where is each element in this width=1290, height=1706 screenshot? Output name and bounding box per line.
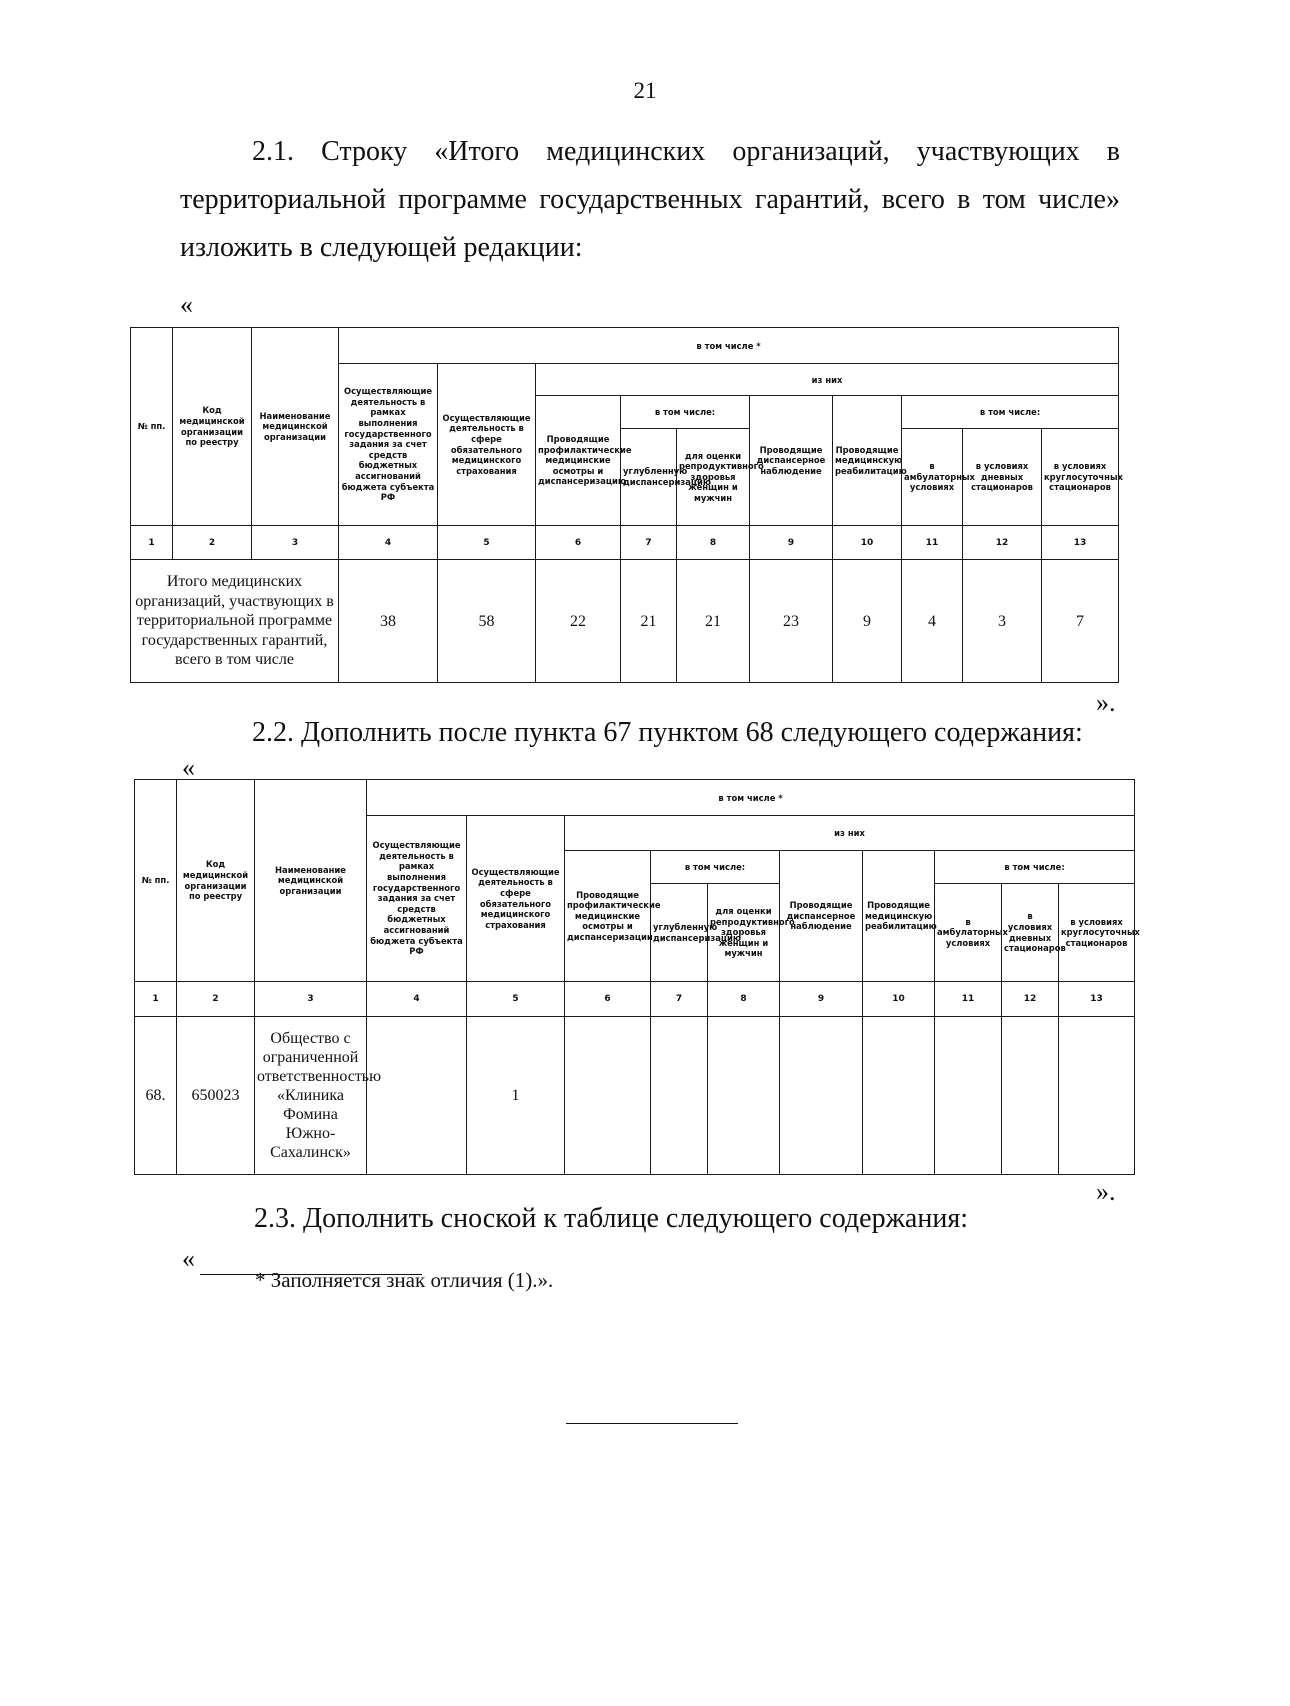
- total-cell: 7: [1042, 560, 1119, 683]
- header-col-6: Проводящие профилактические медицинские осмотры и диспансеризации: [565, 851, 651, 982]
- total-cell: 3: [963, 560, 1042, 683]
- close-quote-2: ».: [1096, 1177, 1116, 1206]
- col-number: 8: [708, 982, 780, 1017]
- col-number: 3: [255, 982, 367, 1017]
- open-quote-1: «: [180, 290, 193, 319]
- header-col-8: для оценки репродуктивного здоровья женщин и мужчин: [677, 429, 750, 526]
- open-quote-3: «: [182, 1244, 195, 1273]
- col-number: 4: [339, 526, 438, 560]
- total-row-label: Итого медицинских организаций, участвующих в территориальной программе государственных гарантий, всего в том числе: [131, 560, 339, 683]
- header-col-3: Наименование медицинской организации: [252, 328, 339, 526]
- col-number: 9: [750, 526, 833, 560]
- header-col-11: в амбулаторных условиях: [935, 884, 1002, 982]
- col-number: 13: [1042, 526, 1119, 560]
- total-cell: 9: [833, 560, 902, 683]
- col-number: 5: [438, 526, 536, 560]
- col-number: 6: [536, 526, 621, 560]
- header-col-1: № пп.: [131, 328, 173, 526]
- row-cell-8: [708, 1017, 780, 1175]
- header-col-12: в условиях дневных стационаров: [963, 429, 1042, 526]
- header-including-a: в том числе:: [651, 851, 780, 884]
- header-col-5: Осуществляющие деятельность в сфере обязательного медицинского страхования: [438, 364, 536, 526]
- col-number: 4: [367, 982, 467, 1017]
- close-quote-1: ».: [1096, 688, 1116, 717]
- row-code: 650023: [177, 1017, 255, 1175]
- header-in-that-number: в том числе *: [339, 328, 1119, 364]
- col-number: 2: [177, 982, 255, 1017]
- header-col-8: для оценки репродуктивного здоровья женщин и мужчин: [708, 884, 780, 982]
- col-number: 10: [863, 982, 935, 1017]
- col-number: 2: [173, 526, 252, 560]
- open-quote-2: «: [182, 753, 195, 782]
- section-2-1-text: 2.1. Строку «Итого медицинских организаций, участвующих в территориальной программе государственных гарантий, всего в том числе» изложить в следующей редакции:: [180, 136, 1120, 263]
- header-col-7: углубленную диспансеризацию: [621, 429, 677, 526]
- total-cell: 22: [536, 560, 621, 683]
- row-cell-5: 1: [467, 1017, 565, 1175]
- col-number: 6: [565, 982, 651, 1017]
- header-col-9: Проводящие диспансерное наблюдение: [780, 851, 863, 982]
- footnote-text: * Заполняется знак отличия (1).».: [255, 1268, 554, 1292]
- total-cell: 23: [750, 560, 833, 683]
- header-of-them: из них: [565, 816, 1135, 851]
- col-number: 1: [131, 526, 173, 560]
- header-in-that-number: в том числе *: [367, 780, 1135, 816]
- section-2-2-text: 2.2. Дополнить после пункта 67 пунктом 68 следующего содержания:: [252, 717, 1083, 748]
- total-cell: 4: [902, 560, 963, 683]
- section-2-3-text: 2.3. Дополнить сноской к таблице следующего содержания:: [254, 1203, 968, 1234]
- row-cell-9: [780, 1017, 863, 1175]
- total-cell: 21: [621, 560, 677, 683]
- col-number: 3: [252, 526, 339, 560]
- header-col-4: Осуществляющие деятельность в рамках выполнения государственного задания за счет средств бюджетных ассигнований бюджета субъекта РФ: [367, 816, 467, 982]
- header-including-b: в том числе:: [935, 851, 1135, 884]
- row-cell-11: [935, 1017, 1002, 1175]
- row-org-name: Общество с ограниченной ответственностью «Клиника Фомина Южно-Сахалинск»: [255, 1017, 367, 1175]
- header-including-b: в том числе:: [902, 396, 1119, 429]
- total-cell: 38: [339, 560, 438, 683]
- header-col-1: № пп.: [135, 780, 177, 982]
- header-col-5: Осуществляющие деятельность в сфере обязательного медицинского страхования: [467, 816, 565, 982]
- row-cell-4: [367, 1017, 467, 1175]
- header-col-13: в условиях круглосуточных стационаров: [1042, 429, 1119, 526]
- header-col-9: Проводящие диспансерное наблюдение: [750, 396, 833, 526]
- header-including-a: в том числе:: [621, 396, 750, 429]
- header-col-11: в амбулаторных условиях: [902, 429, 963, 526]
- col-number: 7: [621, 526, 677, 560]
- header-col-13: в условиях круглосуточных стационаров: [1059, 884, 1135, 982]
- col-number: 5: [467, 982, 565, 1017]
- table-new-row: [134, 779, 1140, 1175]
- header-col-10: Проводящие медицинскую реабилитацию: [863, 851, 935, 982]
- header-col-7: углубленную диспансеризацию: [651, 884, 708, 982]
- col-number: 11: [935, 982, 1002, 1017]
- header-col-12: в условиях дневных стационаров: [1002, 884, 1059, 982]
- col-number: 13: [1059, 982, 1135, 1017]
- row-cell-10: [863, 1017, 935, 1175]
- total-cell: 58: [438, 560, 536, 683]
- header-col-3: Наименование медицинской организации: [255, 780, 367, 982]
- table-total-row: [130, 327, 1123, 683]
- col-number: 7: [651, 982, 708, 1017]
- col-number: 1: [135, 982, 177, 1017]
- header-col-4: Осуществляющие деятельность в рамках выполнения государственного задания за счет средств бюджетных ассигнований бюджета субъекта РФ: [339, 364, 438, 526]
- row-cell-7: [651, 1017, 708, 1175]
- col-number: 8: [677, 526, 750, 560]
- col-number: 9: [780, 982, 863, 1017]
- row-number: 68.: [135, 1017, 177, 1175]
- header-col-2: Код медицинской организации по реестру: [173, 328, 252, 526]
- header-col-2: Код медицинской организации по реестру: [177, 780, 255, 982]
- col-number: 12: [963, 526, 1042, 560]
- col-number: 10: [833, 526, 902, 560]
- row-cell-6: [565, 1017, 651, 1175]
- total-cell: 21: [677, 560, 750, 683]
- row-cell-12: [1002, 1017, 1059, 1175]
- end-rule: [566, 1423, 738, 1424]
- col-number: 12: [1002, 982, 1059, 1017]
- page-number: 21: [633, 78, 657, 103]
- col-number: 11: [902, 526, 963, 560]
- header-of-them: из них: [536, 364, 1119, 396]
- header-col-6: Проводящие профилактические медицинские осмотры и диспансеризацию: [536, 396, 621, 526]
- header-col-10: Проводящие медицинскую реабилитацию: [833, 396, 902, 526]
- row-cell-13: [1059, 1017, 1135, 1175]
